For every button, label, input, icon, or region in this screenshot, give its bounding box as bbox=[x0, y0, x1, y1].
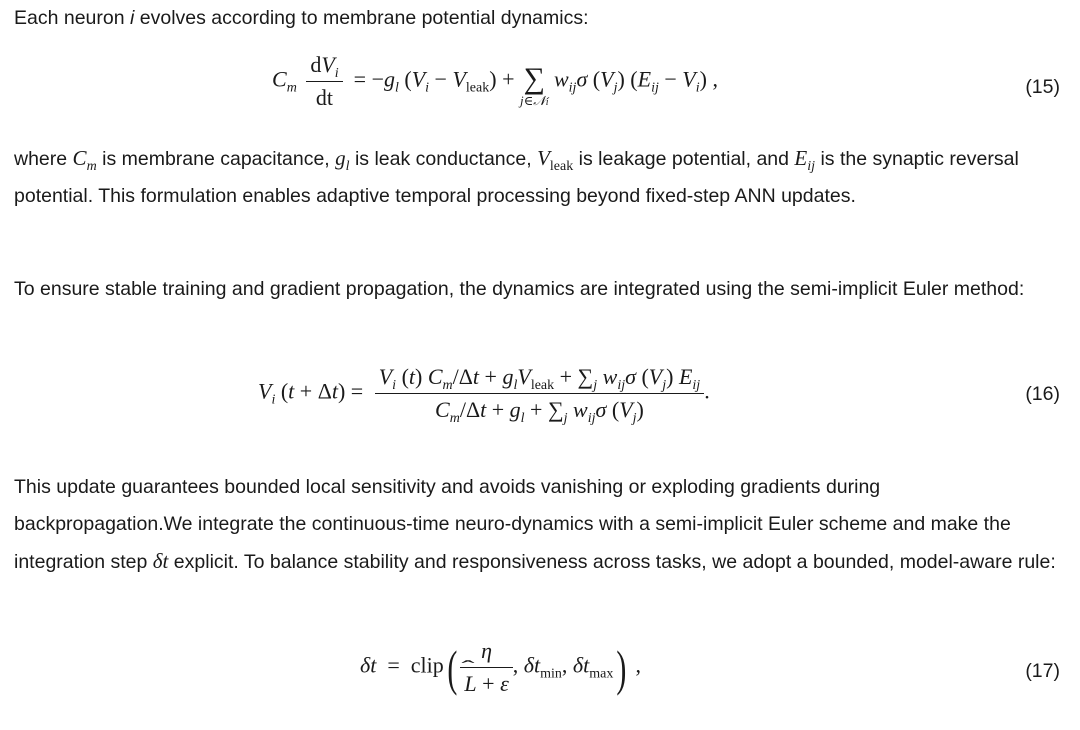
paragraph-euler: To ensure stable training and gradient propagation, the dynamics are integrated using the semi-implicit Euler method: bbox=[14, 278, 1025, 300]
update-text-a: This update guarantees bounded local sensitivity and avoids vanishing or exploding gradients during backpropagation.We integrate the continuous-time neuro-dynamics with a semi-implicit Euler scheme and make the integration step bbox=[14, 476, 1011, 573]
neuron-index: i bbox=[130, 7, 135, 29]
equation-16: $V_i$ (t + Δt) = $\frac{V_i (t) C_m/\Delta t + g_lV_{leak} + \sum_j w_{ij}\sigma (V_j) E_{ij}}{C_m/\Delta t + g_l + \sum_j w_{ij}\sigma (V_j)}$ . bbox=[258, 364, 710, 426]
def-text-e: is the synaptic reversal potential. This formulation enables adaptive temporal processing beyond fixed-step ANN updates. bbox=[14, 148, 1019, 207]
equation-15: $C_m$ $\frac{dV_i}{dt}$ = $-g_l$ $(V_i - V_{leak})$ + ∑ j∈𝒩i $w_{ij}\sigma$ $(V_j) (E_{ij} - V_i)$ , bbox=[272, 52, 718, 110]
paragraph-definitions: where $C_m$ is membrane capacitance, $g_l$ is leak conductance, $V_{leak}$ is leakage potential, and $E_{ij}$ is the synaptic reversal potential. This formulation enables adaptive temporal processing beyond fixed-step ANN updates. bbox=[14, 146, 1019, 207]
paragraph-update: This update guarantees bounded local sensitivity and avoids vanishing or exploding gradients during backpropagation.We integrate the continuous-time neuro-dynamics with a semi-implicit Euler scheme and make the integration step δt explicit. To balance stability and responsiveness across tasks, we adopt a bounded, model-aware rule: bbox=[14, 476, 1056, 573]
paragraph-intro bbox=[14, 0, 1064, 37]
def-text-a: where bbox=[14, 148, 68, 170]
def-text-d: is leakage potential, and bbox=[578, 148, 789, 170]
equation-15-number: (15) bbox=[1025, 76, 1060, 98]
equation-17: δt = clip( η ˆ L + ε , $\delta t_{min}$, $\delta t_{max}$) , bbox=[360, 638, 641, 697]
intro-text-b: evolves according to membrane potential dynamics: bbox=[134, 7, 589, 29]
equation-16-number: (16) bbox=[1025, 383, 1060, 405]
def-text-b: is membrane capacitance, bbox=[102, 148, 330, 170]
intro-text-a: Each neuron bbox=[14, 7, 131, 29]
update-text-b: explicit. To balance stability and responsiveness across tasks, we adopt a bounded, model-aware rule: bbox=[173, 551, 1056, 573]
equation-17-number: (17) bbox=[1025, 660, 1060, 682]
def-text-c: is leak conductance, bbox=[354, 148, 532, 170]
